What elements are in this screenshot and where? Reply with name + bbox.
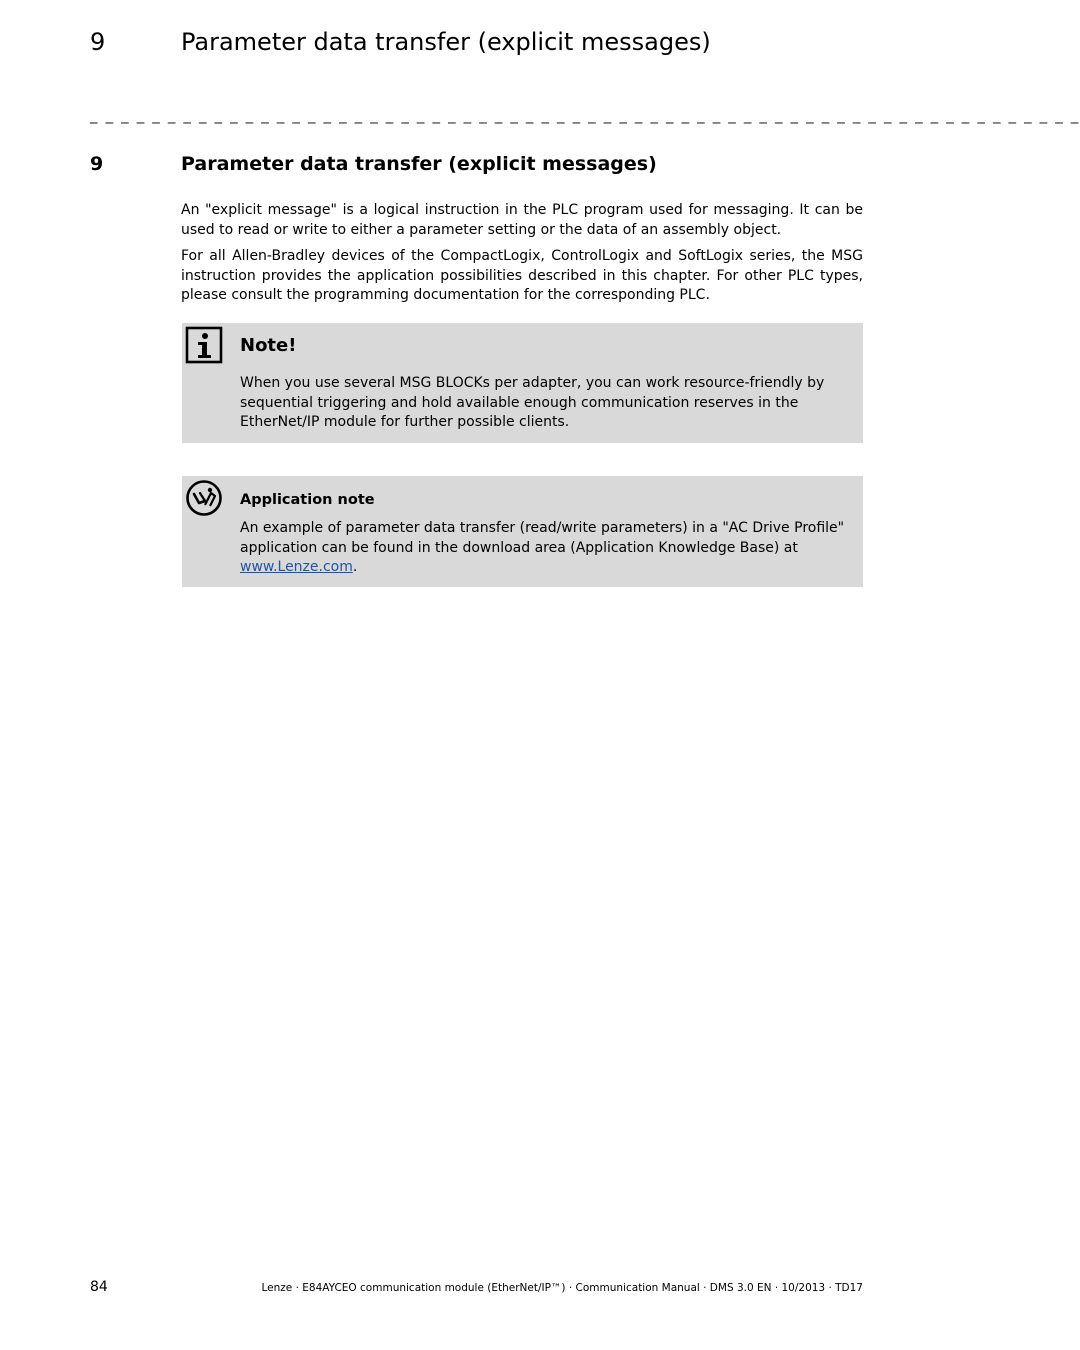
lenze-website-link[interactable]: www.Lenze.com <box>240 559 353 575</box>
header-divider: _ _ _ _ _ _ _ _ _ _ _ _ _ _ _ _ _ _ _ _ _ _ _ _ _ _ _ _ _ _ _ _ _ _ _ _ _ _ _ _ _ _ _ _ _ _ _ _ _ _ _ _ _ _ _ _ _ _ _ _ _ _ _ _ <box>90 106 1080 124</box>
header-chapter-number: 9 <box>90 28 106 56</box>
application-note-title: Application note <box>240 492 375 508</box>
note-box <box>182 323 863 443</box>
application-note-box <box>182 476 863 587</box>
section-number: 9 <box>90 153 104 175</box>
header-chapter-title: Parameter data transfer (explicit messages) <box>181 28 711 56</box>
application-note-body: An example of parameter data transfer (read/write parameters) in a "AC Drive Profile" application can be found in the download area (Application Knowledge Base) at <box>240 520 845 556</box>
body-paragraph: An "explicit message" is a logical instruction in the PLC program used for messaging. It can be used to read or write to either a parameter setting or the data of an assembly object. <box>181 202 863 238</box>
note-text: When you use several MSG BLOCKs per adapter, you can work resource-friendly by sequential triggering and hold available enough communication reserves in the EtherNet/IP module for further possible clients. <box>240 375 825 430</box>
application-note-icon <box>185 479 223 517</box>
footer-text: Lenze · E84AYCEO communication module (EtherNet/IP™) · Communication Manual · DMS 3.0 EN · 10/2013 · TD17 <box>261 1282 863 1294</box>
application-note-text <box>240 519 850 578</box>
info-icon <box>185 326 223 364</box>
section-title: Parameter data transfer (explicit messages) <box>181 153 657 175</box>
application-note-period: . <box>352 559 358 575</box>
page-number: 84 <box>90 1279 108 1295</box>
body-paragraph: For all Allen-Bradley devices of the CompactLogix, ControlLogix and SoftLogix series, the MSG instruction provides the application possibilities described in this chapter. For other PLC types, please consult the programming documentation for the corresponding PLC. <box>181 248 863 303</box>
note-title: Note! <box>240 335 297 356</box>
